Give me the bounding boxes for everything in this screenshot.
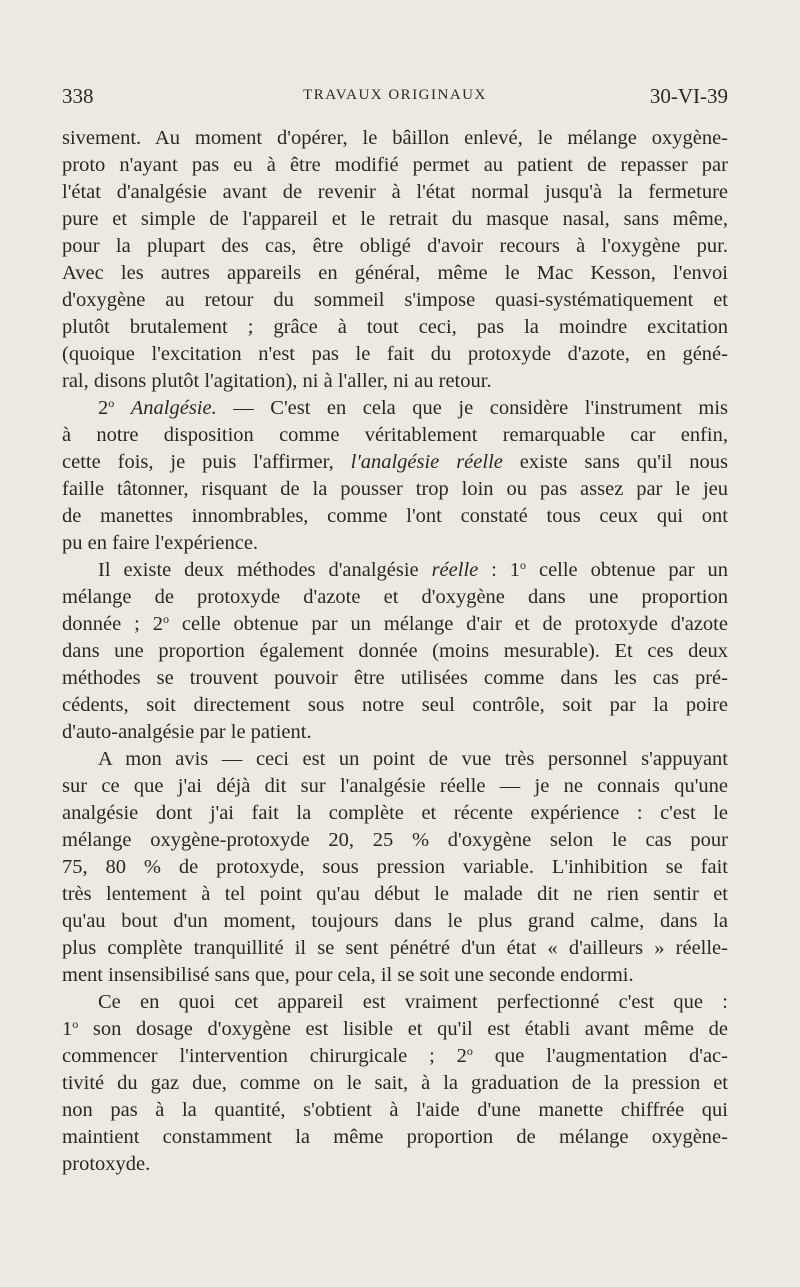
text-line: proto n'ayant pas eu à être modifié permet au patient de repasser par	[62, 154, 728, 176]
text-line	[62, 395, 728, 422]
text-line: dans une proportion également donnée (moins mesurable). Et ces deux	[62, 640, 728, 662]
italic-text: l'analgésie réelle	[350, 451, 503, 473]
text-segment: existe sans qu'il nous	[502, 451, 728, 473]
text-line: qu'au bout d'un moment, toujours dans le plus grand calme, dans la	[62, 910, 728, 932]
superscript: o	[520, 558, 527, 572]
text-line: Avec les autres appareils en général, même le Mac Kesson, l'envoi	[62, 262, 728, 284]
italic-text: réelle	[431, 559, 479, 581]
text-segment: 1	[62, 1018, 73, 1040]
text-line: non pas à la quantité, s'obtient à l'aide d'une manette chiffrée qui	[62, 1099, 728, 1121]
text-line: analgésie dont j'ai fait la complète et récente expérience : c'est le	[62, 802, 728, 824]
text-line: l'état d'analgésie avant de revenir à l'état normal jusqu'à la fermeture	[62, 181, 728, 203]
text-line: 75, 80 % de protoxyde, sous pression variable. L'inhibition se fait	[62, 856, 728, 878]
text-line: ment insensibilisé sans que, pour cela, il se soit une seconde endormi.	[62, 964, 634, 986]
text-line: pour la plupart des cas, être obligé d'avoir recours à l'oxygène pur.	[62, 235, 728, 257]
text-line: plutôt brutalement ; grâce à tout ceci, pas la moindre excitation	[62, 316, 728, 338]
text-line: protoxyde.	[62, 1153, 151, 1175]
text-line: très lentement à tel point qu'au début le malade dit ne rien sentir et	[62, 883, 728, 905]
text-line	[62, 449, 728, 476]
text-line	[62, 1016, 728, 1043]
text-line	[62, 611, 728, 638]
text-line: (quoique l'excitation n'est pas le fait du protoxyde d'azote, en géné-	[62, 343, 728, 365]
text-line: de manettes innombrables, comme l'ont constaté tous ceux qui ont	[62, 505, 728, 527]
page-number: 338	[62, 84, 94, 108]
text-segment: cette fois, je puis l'affirmer,	[62, 451, 351, 473]
issue-date: 30-VI-39	[649, 84, 728, 108]
text-line: pu en faire l'expérience.	[62, 532, 259, 554]
text-line: cédents, soit directement sous notre seul contrôle, soit par la poire	[62, 694, 728, 716]
text-line: sur ce que j'ai déjà dit sur l'analgésie réelle — je ne connais qu'une	[62, 775, 728, 797]
section-heading-italic: Analgésie.	[130, 397, 217, 419]
superscript: o	[163, 612, 169, 626]
superscript: o	[466, 1044, 473, 1058]
text-line: Ce en quoi cet appareil est vraiment perfectionné c'est que :	[98, 991, 728, 1013]
running-header	[62, 84, 728, 114]
text-line: faille tâtonner, risquant de la pousser trop loin ou pas assez par le jeu	[62, 478, 728, 500]
text-line: maintient constamment la même proportion de mélange oxygène-	[62, 1126, 728, 1148]
text-segment: celle obtenue par un mélange d'air et de protoxyde d'azote	[169, 613, 728, 635]
text-line	[62, 1043, 728, 1070]
running-title: TRAVAUX ORIGINAUX	[303, 87, 487, 103]
text-line: sivement. Au moment d'opérer, le bâillon enlevé, le mélange oxygène-	[62, 127, 728, 149]
text-line: méthodes se trouvent pouvoir être utilisées comme dans les cas pré-	[62, 667, 728, 689]
text-segment: — C'est en cela que je considère l'instrument mis	[216, 397, 728, 419]
article-body	[62, 125, 728, 1178]
text-line: à notre disposition comme véritablement remarquable car enfin,	[62, 424, 728, 446]
text-segment: celle obtenue par un	[526, 559, 728, 581]
text-segment: que l'augmentation d'ac-	[472, 1045, 728, 1067]
text-segment: son dosage d'oxygène est lisible et qu'il est établi avant même de	[78, 1018, 728, 1040]
text-line: pure et simple de l'appareil et le retrait du masque nasal, sans même,	[62, 208, 728, 230]
text-segment: donnée ; 2	[62, 613, 163, 635]
text-segment: Il existe deux méthodes d'analgésie	[98, 559, 432, 581]
text-line: tivité du gaz due, comme on le sait, à la graduation de la pression et	[62, 1072, 728, 1094]
text-segment: : 1	[478, 559, 521, 581]
text-segment: 2	[98, 397, 109, 419]
text-line: ral, disons plutôt l'agitation), ni à l'aller, ni au retour.	[62, 370, 492, 392]
text-line: mélange oxygène-protoxyde 20, 25 % d'oxygène selon le cas pour	[62, 829, 728, 851]
text-line	[62, 557, 728, 584]
text-line: A mon avis — ceci est un point de vue très personnel s'appuyant	[98, 748, 728, 770]
text-segment: commencer l'intervention chirurgicale ; 2	[62, 1045, 467, 1067]
text-line: plus complète tranquillité il se sent pénétré d'un état « d'ailleurs » réelle-	[62, 937, 728, 959]
text-line: d'oxygène au retour du sommeil s'impose quasi-systématiquement et	[62, 289, 728, 311]
text-line: mélange de protoxyde d'azote et d'oxygène dans une proportion	[62, 586, 728, 608]
superscript: o	[72, 1017, 79, 1031]
text-line: d'auto-analgésie par le patient.	[62, 721, 312, 743]
superscript: o	[108, 396, 115, 410]
